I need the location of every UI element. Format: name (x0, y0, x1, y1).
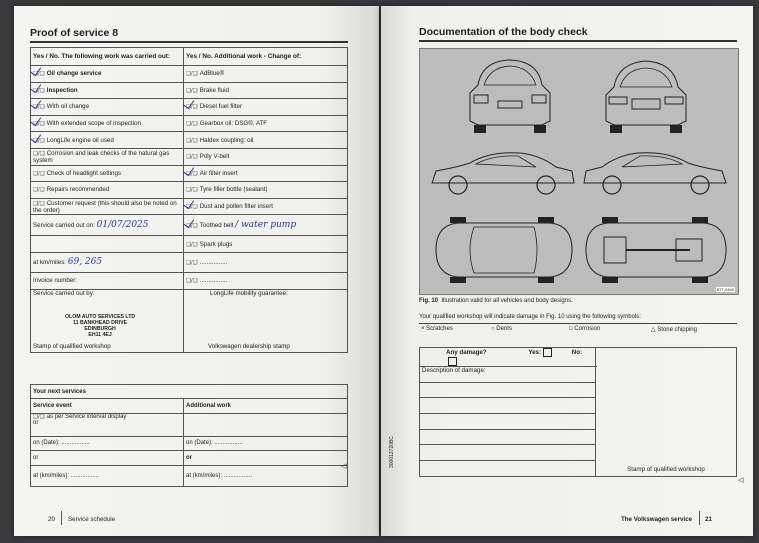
row-label: ................ (199, 258, 228, 266)
any-damage-label: Any damage? (446, 349, 487, 357)
checkbox[interactable]: ❑/❑ (33, 87, 45, 94)
table-row (31, 66, 348, 83)
checkbox[interactable]: ❑/❑ (33, 137, 45, 144)
figure-caption: Fig. 10 Illustration valid for all vehicles and body designs. (419, 298, 573, 304)
service-table (30, 47, 348, 353)
title-rule (30, 41, 348, 43)
stamp-qualified-label: Stamp of qualified workshop (627, 465, 705, 473)
checkbox[interactable]: ❑/❑ (33, 170, 45, 177)
checkbox[interactable]: ❑/❑ (186, 154, 198, 161)
checkbox[interactable]: ❑/❑ (186, 187, 198, 194)
row-label: Brake fluid (199, 86, 229, 94)
row-label: Dust and pollen filter insert (199, 203, 273, 211)
toothed-belt-handwritten: / water pump (235, 220, 297, 231)
at-km-field-2[interactable]: at (km/miles): ................. (184, 465, 348, 486)
instructions: Your qualified workshop will indicate damage in Fig. 10 using the following symbols: (419, 314, 641, 320)
table-row (31, 289, 348, 352)
row-label: Corrosion and leak checks of the natural gas system (33, 149, 170, 164)
car-underside-icon (580, 217, 730, 283)
car-top-icon (428, 217, 578, 283)
left-page (14, 6, 379, 536)
proof-title: Proof of service 8 (30, 27, 119, 39)
description-line[interactable] (420, 414, 596, 430)
checkbox[interactable]: ❑/❑ (186, 121, 198, 128)
table-row (31, 99, 348, 116)
triangle-icon: ◁ (341, 463, 347, 470)
row-label: Tyre filler bottle (sealant) (199, 186, 268, 194)
row-label: Spark plugs (199, 240, 233, 248)
row-label: With oil change (46, 103, 90, 111)
checkbox[interactable]: ❑/❑ (186, 223, 198, 230)
description-line[interactable] (420, 382, 596, 398)
checkbox[interactable]: ❑/❑ (186, 137, 198, 144)
or-label: or (31, 451, 184, 465)
title-rule (419, 40, 737, 42)
row-label: Gearbox oil: DSG®, ATF (199, 120, 268, 128)
symbol-scratches: × Scratches (421, 326, 453, 332)
checkbox[interactable]: ❑/❑ (33, 104, 45, 111)
workshop-stamp: OLOM AUTO SERVICES LTD 11 BANKHEAD DRIVE EDINBURGH EH11 4EJ (65, 313, 136, 338)
table-row (31, 132, 348, 149)
row-label: With extended scope of inspection (46, 120, 141, 128)
description-line[interactable] (420, 445, 596, 461)
table-row (31, 82, 348, 99)
description-label[interactable]: Description of damage: (420, 367, 596, 383)
table-row (31, 165, 348, 182)
checkbox[interactable]: ❑/❑ (186, 104, 198, 111)
no-checkbox[interactable] (448, 357, 457, 366)
on-date-field[interactable]: on (Date): ................. (31, 436, 184, 450)
table-row (31, 236, 348, 253)
table-row (31, 272, 348, 289)
row-label: Air filter insert (199, 169, 238, 177)
footer-right: The Volkswagen service (621, 516, 693, 523)
yes-label: Yes: (528, 349, 542, 357)
yes-checkbox[interactable] (543, 348, 552, 357)
car-side-left-icon (428, 147, 578, 199)
or-label-2: or (184, 451, 348, 465)
checkbox[interactable]: ❑/❑ (186, 87, 198, 94)
checkbox[interactable]: ❑/❑ (186, 241, 198, 248)
damage-table (419, 347, 737, 477)
table-row (31, 115, 348, 132)
checkbox[interactable]: ❑/❑ (186, 278, 198, 285)
service-event-header: Service event (31, 399, 184, 413)
symbol-corrosion: □ Corrosion (569, 326, 601, 332)
row-label: LongLife engine oil used (46, 136, 114, 144)
row-label: Poly V-belt (199, 153, 230, 161)
no-label: No: (571, 349, 583, 357)
km-handwritten: 69, 265 (67, 257, 103, 268)
row-label: Haldex coupling: oil (199, 136, 254, 144)
table-row (31, 148, 348, 165)
col2-header: Yes / No. Additional work - Change of: (184, 48, 348, 66)
symbol-stone-chipping: △ Stone chipping (651, 327, 697, 333)
description-line[interactable] (420, 398, 596, 414)
checkbox[interactable]: ❑/❑ (33, 187, 45, 194)
checkbox[interactable]: ❑/❑ (33, 150, 45, 157)
car-front-icon (596, 55, 696, 137)
car-side-right-icon (580, 147, 730, 199)
stamp-qualified-label: Stamp of qualified workshop (33, 342, 111, 350)
invoice-label: Invoice number: (33, 277, 78, 285)
row-label: Customer request (this should also be noted on the order) (33, 199, 177, 214)
on-date-field-2[interactable]: on (Date): ................. (184, 436, 348, 450)
checkbox[interactable]: ❑/❑ (186, 259, 198, 266)
table-row (31, 215, 348, 236)
checkbox[interactable]: ❑/❑ (33, 200, 45, 207)
row-label: ................ (199, 277, 228, 285)
body-check-title: Documentation of the body check (419, 26, 588, 38)
row-label: Repairs recommended (46, 186, 110, 194)
checkbox[interactable]: ❑/❑ (33, 121, 45, 128)
description-line[interactable] (420, 461, 596, 477)
side-code: 300012720BC (389, 436, 395, 468)
footer-divider (61, 511, 62, 525)
vw-stamp-label: Volkswagen dealership stamp (208, 342, 290, 350)
row-label: AdBlue® (199, 70, 225, 78)
table-row (31, 182, 348, 199)
at-km-field[interactable]: at (km/miles): ................. (31, 465, 184, 486)
col1-header: Yes / No. The following work was carried out: (31, 48, 184, 66)
stamp-area (596, 348, 737, 477)
row-label: Diesel fuel filter (199, 103, 243, 111)
additional-work-header: Additional work (184, 399, 348, 413)
checkbox[interactable]: ❑/❑ (33, 71, 45, 78)
table-row (31, 198, 348, 215)
row-label: Check of headlight settings (46, 169, 122, 177)
checkbox[interactable]: ❑/❑ (186, 204, 198, 211)
footer-divider (699, 511, 700, 525)
checkbox[interactable]: ❑/❑ (186, 170, 198, 177)
row-label: Toothed belt (199, 222, 234, 230)
page-number-left: 20 (48, 516, 55, 523)
any-damage-row (420, 348, 596, 367)
service-date-handwritten: 01/07/2025 (96, 220, 149, 231)
row-label: Inspection (46, 86, 78, 94)
checkbox[interactable]: ❑/❑ (186, 71, 198, 78)
row-label: Oil change service (46, 70, 102, 78)
right-page (381, 6, 753, 536)
description-line[interactable] (420, 429, 596, 445)
vehicle-diagram (419, 48, 739, 295)
service-date-label: Service carried out on: (33, 222, 95, 230)
triangle-icon: ◁ (738, 477, 744, 484)
carried-out-by-label: Service carried out by: (33, 289, 95, 297)
instructions-rule (419, 323, 737, 324)
image-code: B7T-0440 (716, 287, 734, 292)
page-number-right: 21 (705, 516, 712, 523)
car-rear-icon (460, 55, 560, 137)
km-label: at km/miles: (33, 259, 67, 267)
symbol-dents: ○ Dents (491, 326, 512, 332)
checkbox[interactable]: ❑/❑ (33, 413, 45, 420)
mobility-label: LongLife mobility guarantee: (210, 289, 288, 297)
next-services-table: Your next services Service event Additional work ❑/❑ as per Service interval display or on (Date): ................. on (Date): ................. or or at (km/miles): ................. at (km/miles): ................. (30, 384, 348, 487)
footer-left: Service schedule (68, 516, 116, 523)
next-services-title: Your next services (31, 385, 348, 399)
table-row (31, 252, 348, 272)
